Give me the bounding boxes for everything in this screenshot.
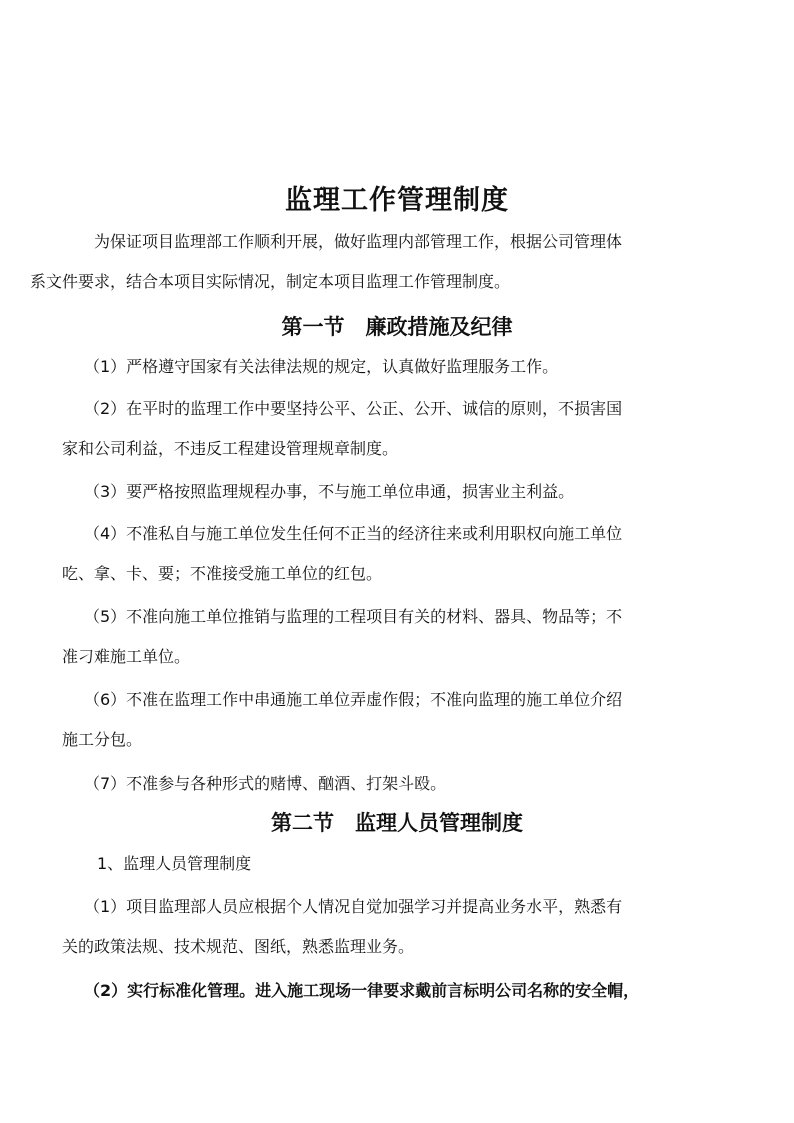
section1-item-7 <box>62 764 730 804</box>
section2-subheading <box>97 844 730 884</box>
item-line: （3）要严格按照监理规程办事，不与施工单位串通，损害业主利益。 <box>84 482 575 501</box>
item-line: （5）不准向施工单位推销与监理的工程项目有关的材料、器具、物品等；不 <box>84 607 623 626</box>
item-line: 施工分包。 <box>62 730 143 749</box>
item-line: （6）不准在监理工作中串通施工单位弄虚作假；不准向监理的施工单位介绍 <box>84 690 623 709</box>
item-line: （7）不准参与各种形式的赌博、酗酒、打架斗殴。 <box>84 774 447 793</box>
item-line: （2）在平时的监理工作中要坚持公平、公正、公开、诚信的原则，不损害国 <box>84 399 623 418</box>
item-line: （2）实行标准化管理。进入施工现场一律要求戴前言标明公司名称的安全帽， <box>84 981 640 1000</box>
intro-line: 为保证项目监理部工作顺利开展，做好监理内部管理工作，根据公司管理体 <box>94 232 623 251</box>
item-line: 关的政策法规、技术规范、图纸，熟悉监理业务。 <box>62 937 415 956</box>
section2-item-2 <box>62 971 730 1011</box>
item-line: （4）不准私自与施工单位发生任何不正当的经济往来或利用职权向施工单位 <box>84 524 623 543</box>
section1-item-1 <box>62 347 730 387</box>
item-line: （1）严格遵守国家有关法律法规的规定，认真做好监理服务工作。 <box>84 357 559 376</box>
section1-item-5 <box>62 597 730 677</box>
section1-item-6 <box>62 680 730 760</box>
document-title: 监理工作管理制度 <box>285 185 509 216</box>
section2-item-1 <box>62 887 730 967</box>
section1-item-2 <box>62 389 730 469</box>
item-line: （1）项目监理部人员应根据个人情况自觉加强学习并提高业务水平，熟悉有 <box>84 897 623 916</box>
section1-item-3 <box>62 472 730 512</box>
subheading-line: 1、监理人员管理制度 <box>97 854 252 873</box>
section-heading-1: 第一节 廉政措施及纪律 <box>281 314 513 339</box>
item-line: 家和公司利益，不违反工程建设管理规章制度。 <box>62 439 399 458</box>
item-line: 准刁难施工单位。 <box>62 647 191 666</box>
intro-paragraph <box>30 222 730 302</box>
section1-item-4 <box>62 514 730 594</box>
intro-line: 系文件要求，结合本项目实际情况，制定本项目监理工作管理制度。 <box>30 272 511 291</box>
section-heading-2: 第二节 监理人员管理制度 <box>271 810 523 835</box>
item-line: 吃、拿、卡、要；不准接受施工单位的红包。 <box>62 564 383 583</box>
